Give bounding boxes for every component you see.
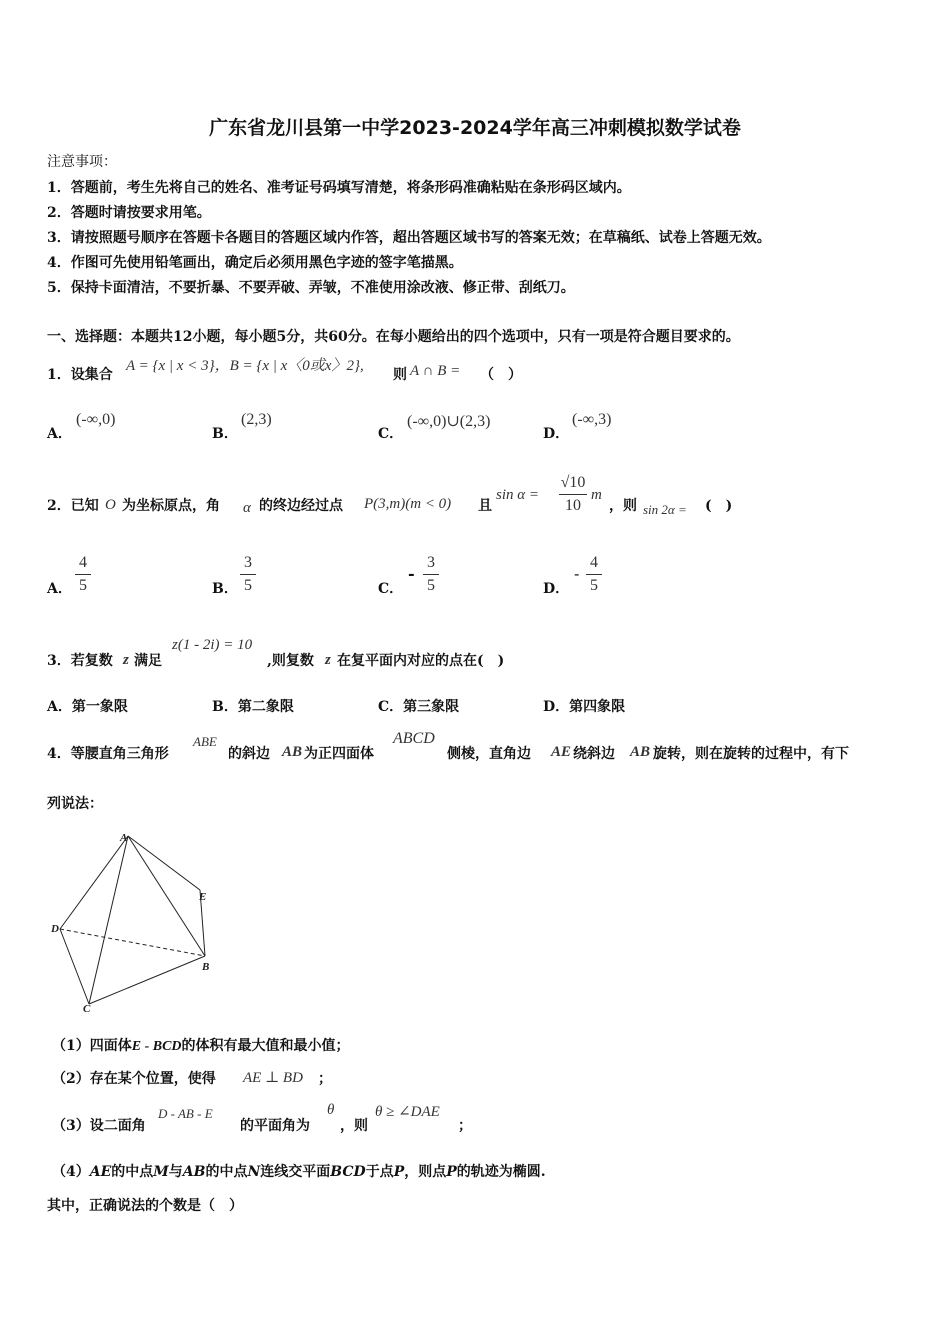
q1-option-c-label: C． [378, 426, 404, 442]
edge-db-hidden [60, 929, 205, 956]
s4-ab: AB [182, 1164, 206, 1180]
q1-option-c-value: (-∞,0)∪(2,3) [407, 413, 491, 430]
q3-option-a-label: A． [47, 699, 72, 715]
q3-option-d-text: 第四象限 [569, 699, 626, 715]
q2-option-c-sign: - [408, 564, 415, 583]
q1-intersection: A ∩ B = [410, 363, 461, 379]
fraction-bar [586, 574, 602, 575]
q3-option-c [378, 698, 459, 716]
q3-option-a-text: 第一象限 [71, 699, 128, 715]
q4-statement-2-math: AE ⊥ BD [243, 1070, 303, 1086]
section-heading: 一、选择题：本题共12小题，每小题5分，共60分。在每小题给出的四个选项中，只有一项是符合题目要求的。 [47, 329, 740, 345]
q1-option-b-label: B． [212, 426, 238, 442]
s4-d: 的中点 [205, 1164, 248, 1180]
q4-statement-2-prefix: （2）存在某个位置，使得 [52, 1071, 216, 1087]
q2-option-c-num: 3 [427, 554, 435, 571]
q2-option-a-fraction [72, 553, 94, 596]
q3-option-d [543, 698, 625, 716]
q4-statement-3-prefix: （3）设二面角 [52, 1118, 146, 1134]
q4-text-6: 旋转，则在旋转的过程中，有下 [653, 746, 849, 762]
fraction-bar [240, 574, 256, 575]
q2-prefix: 2．已知 [47, 498, 99, 514]
q2-option-b-num: 3 [244, 554, 252, 571]
q4-ae: AE [551, 744, 572, 760]
q2-sin2a: sin 2α = [643, 502, 687, 517]
q4-statement-3-then: ，则 [340, 1118, 368, 1134]
q3-text-4: 在复平面内对应的点在( ) [337, 653, 505, 669]
q2-option-d-label: D． [543, 581, 570, 597]
q4-text-4: 侧棱，直角边 [447, 746, 531, 762]
figure-label-c: C [83, 1003, 91, 1015]
q3-text-3: ,则复数 [267, 653, 314, 669]
q2-option-b-fraction [237, 553, 259, 596]
q2-m: m [591, 487, 602, 503]
fraction-bar [423, 574, 439, 575]
q4-statement-3-mid: 的平面角为 [240, 1118, 310, 1134]
q3-option-a [47, 698, 128, 716]
q2-text-3: 的终边经过点 [259, 498, 343, 514]
fraction-bar [559, 494, 587, 495]
s4-g: ，则点 [404, 1164, 447, 1180]
tetrahedron-figure [45, 826, 225, 1016]
figure-label-d: D [51, 923, 59, 935]
q3-option-d-label: D． [543, 699, 570, 715]
q2-fraction [556, 473, 590, 516]
q4-statement-1 [52, 1037, 350, 1056]
q1-option-d-label: D． [543, 426, 570, 442]
q2-fraction-num: √10 [560, 474, 586, 491]
edge-ac [89, 836, 128, 1004]
q3-option-b-text: 第二象限 [237, 699, 294, 715]
edge-ab [128, 836, 205, 956]
q4-ab: AB [282, 744, 303, 760]
q2-alpha: α [243, 500, 251, 516]
q4-prefix: 4．等腰直角三角形 [47, 746, 169, 762]
notice-item-2: 2．答题时请按要求用笔。 [47, 205, 211, 221]
edge-cb [89, 956, 205, 1004]
s1-math: E - BCD [131, 1039, 182, 1054]
q2-option-c-label: C． [378, 581, 404, 597]
q1-prefix: 1．设集合 [47, 367, 113, 383]
q3-option-c-label: C． [378, 699, 404, 715]
q3-z: z [123, 652, 129, 668]
q1-sets-formula: A = {x | x < 3}，B = {x | x〈0或x〉2}, [126, 358, 364, 374]
q4-abcd: ABCD [393, 730, 435, 747]
q2-text-2: 为坐标原点，角 [122, 498, 220, 514]
q1-option-b-value: (2,3) [241, 411, 272, 428]
q3-text-2: 满足 [134, 653, 162, 669]
q2-option-c-fraction [420, 553, 442, 596]
q2-option-c-den: 5 [427, 577, 435, 594]
q2-option-d-den: 5 [590, 577, 598, 594]
q3-option-c-text: 第三象限 [403, 699, 460, 715]
q4-statement-3-theta: θ [327, 1102, 335, 1118]
figure-label-a: A [120, 832, 128, 844]
notice-item-3: 3．请按照题号顺序在答题卡各题目的答题区域内作答，超出答题区域书写的答案无效；在草稿纸、试卷上答题无效。 [47, 230, 771, 246]
q1-option-a-value: (-∞,0) [76, 411, 116, 428]
s4-b: 的中点 [111, 1164, 154, 1180]
q2-paren: ( ) [705, 498, 733, 514]
q4-abe: ABE [193, 734, 217, 749]
q2-option-a-den: 5 [79, 577, 87, 594]
q4-text-2: 的斜边 [228, 746, 270, 762]
q3-option-b-label: B． [212, 699, 238, 715]
q2-option-a-num: 4 [79, 554, 87, 571]
s4-e: 连线交平面 [260, 1164, 331, 1180]
q4-statement-4 [52, 1163, 546, 1181]
q2-option-d-num: 4 [590, 554, 598, 571]
q1-paren: （ ） [480, 367, 522, 383]
q4-ab2: AB [630, 744, 651, 760]
q1-option-a-label: A． [47, 426, 72, 442]
edge-ae [128, 836, 200, 890]
q3-z2: z [325, 652, 331, 668]
q2-option-b-label: B． [212, 581, 238, 597]
notice-item-4: 4．作图可先使用铅笔画出，确定后必须用黑色字迹的签字笔描黑。 [47, 255, 463, 271]
s4-p2: P [446, 1164, 457, 1180]
figure-label-e: E [199, 891, 207, 903]
q1-option-d-value: (-∞,3) [572, 411, 612, 428]
q4-statement-2-suffix: ； [318, 1071, 332, 1087]
s4-n: N [247, 1164, 261, 1180]
q4-line2: 列说法： [47, 796, 103, 812]
s4-m: M [153, 1164, 169, 1180]
fraction-bar [75, 574, 91, 575]
q2-origin-o: O [105, 497, 116, 513]
q3-prefix: 3．若复数 [47, 653, 113, 669]
s4-a: （4） [52, 1164, 90, 1180]
s1-prefix: （1）四面体 [52, 1038, 132, 1054]
page-title: 广东省龙川县第一中学2023-2024学年高三冲刺模拟数学试卷 [209, 117, 741, 139]
edge-dc [60, 929, 89, 1004]
s4-c: 与 [168, 1164, 183, 1180]
q2-option-d-sign: - [574, 564, 580, 583]
q4-statement-3-math2: θ ≥ ∠DAE [375, 1104, 440, 1120]
q4-conclusion: 其中，正确说法的个数是（ ） [47, 1198, 243, 1214]
q2-point: P(3,m)(m < 0) [364, 496, 452, 512]
s4-f: 于点 [365, 1164, 394, 1180]
q2-sin-lhs: sin α = [496, 487, 540, 503]
figure-label-b: B [202, 961, 210, 973]
s4-bcd: BCD [330, 1164, 366, 1180]
q4-statement-3-end: ； [458, 1118, 472, 1134]
q3-equation: z(1 - 2i) = 10 [172, 637, 253, 653]
q2-option-a-label: A． [47, 581, 72, 597]
q4-text-3: 为正四面体 [304, 746, 374, 762]
q2-option-d-fraction [583, 553, 605, 596]
notice-item-5: 5．保持卡面清洁，不要折暴、不要弄破、弄皱，不准使用涂改液、修正带、刮纸刀。 [47, 280, 575, 296]
notice-item-1: 1．答题前，考生先将自己的姓名、准考证号码填写清楚，将条形码准确粘贴在条形码区域内。 [47, 180, 631, 196]
q4-text-5: 绕斜边 [573, 746, 615, 762]
q2-option-b-den: 5 [244, 577, 252, 594]
q2-text-5: ，则 [609, 498, 637, 514]
s4-ae: AE [89, 1164, 112, 1180]
s4-h: 的轨迹为椭圆. [456, 1164, 546, 1180]
q3-option-b [212, 698, 294, 716]
s4-p: P [393, 1164, 405, 1180]
edge-ad [60, 836, 128, 929]
s1-suffix: 的体积有最大值和最小值； [181, 1038, 350, 1054]
notice-heading: 注意事项： [47, 154, 117, 170]
q2-text-4: 且 [478, 498, 492, 514]
q1-suffix: 则 [393, 367, 407, 383]
q2-fraction-den: 10 [565, 497, 581, 514]
q4-statement-3-math: D - AB - E [158, 1106, 213, 1121]
